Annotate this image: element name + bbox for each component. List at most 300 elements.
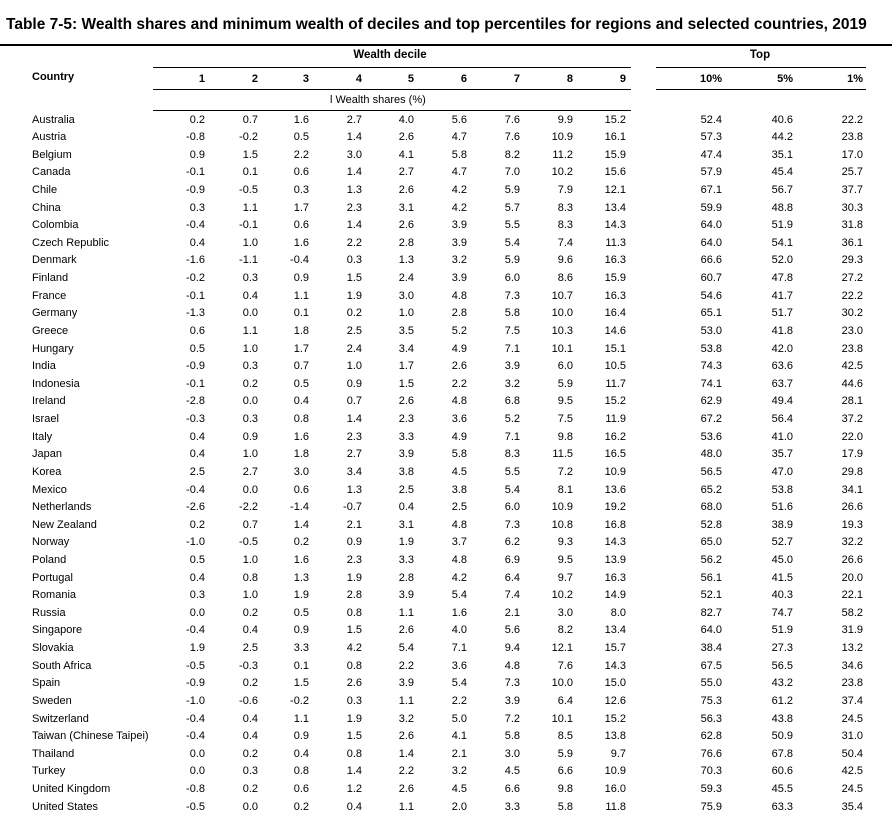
table-row xyxy=(0,271,892,289)
value-cell: 7.2 xyxy=(557,465,573,478)
value-cell: 15.2 xyxy=(604,113,626,126)
value-cell: 9.7 xyxy=(610,747,626,760)
value-cell: 0.2 xyxy=(242,677,258,690)
value-cell: 15.9 xyxy=(604,148,626,161)
value-cell: 1.5 xyxy=(398,377,414,390)
table-row xyxy=(0,113,892,131)
value-cell: 34.6 xyxy=(841,659,863,672)
value-cell: 1.5 xyxy=(293,677,309,690)
value-cell: 7.1 xyxy=(504,342,520,355)
value-cell: 16.3 xyxy=(604,571,626,584)
value-cell: 10.0 xyxy=(551,677,573,690)
value-cell: 9.5 xyxy=(557,554,573,566)
value-cell: 64.0 xyxy=(700,219,722,232)
value-cell: -2.6 xyxy=(186,501,205,514)
value-cell: 4.7 xyxy=(451,131,467,144)
value-cell: 8.6 xyxy=(557,272,573,285)
value-cell: 0.1 xyxy=(293,659,309,672)
value-cell: 51.9 xyxy=(771,624,793,637)
value-cell: 0.7 xyxy=(242,113,258,126)
value-cell: 2.2 xyxy=(451,694,467,707)
value-cell: 2.2 xyxy=(293,148,309,161)
value-cell: -0.4 xyxy=(186,730,205,743)
table-row xyxy=(0,218,892,236)
value-cell: 1.3 xyxy=(293,571,309,584)
value-cell: 2.7 xyxy=(398,166,414,179)
country-name: United Kingdom xyxy=(32,783,111,796)
value-cell: 25.7 xyxy=(841,166,863,179)
country-name: New Zealand xyxy=(32,518,97,531)
country-name: Thailand xyxy=(32,747,75,760)
value-cell: 0.8 xyxy=(346,659,362,672)
table-row xyxy=(0,500,892,518)
value-cell: -0.6 xyxy=(239,694,258,707)
value-cell: 57.3 xyxy=(700,131,722,144)
value-cell: -2.8 xyxy=(186,395,205,408)
value-cell: 3.9 xyxy=(398,448,414,461)
value-cell: 67.2 xyxy=(700,413,722,426)
value-cell: 4.1 xyxy=(398,148,414,161)
value-cell: 0.9 xyxy=(293,730,309,743)
country-name: Spain xyxy=(32,677,61,690)
value-cell: 10.9 xyxy=(551,131,573,144)
value-cell: 55.0 xyxy=(700,677,722,690)
value-cell: -0.9 xyxy=(186,360,205,373)
value-cell: 0.9 xyxy=(293,272,309,285)
value-cell: 10.1 xyxy=(551,342,573,355)
value-cell: 0.3 xyxy=(242,413,258,426)
value-cell: 23.0 xyxy=(841,324,863,337)
value-cell: 0.0 xyxy=(242,307,258,320)
value-cell: 7.3 xyxy=(504,518,520,531)
column-header: 6 xyxy=(460,73,467,85)
value-cell: 1.9 xyxy=(398,536,414,549)
value-cell: 5.8 xyxy=(451,448,467,461)
value-cell: 2.6 xyxy=(398,783,414,796)
value-cell: 6.4 xyxy=(504,571,520,584)
value-cell: 12.6 xyxy=(604,694,626,707)
column-header: 1% xyxy=(847,73,863,85)
value-cell: 50.4 xyxy=(841,747,863,760)
value-cell: 10.8 xyxy=(551,518,573,531)
value-cell: 2.6 xyxy=(398,131,414,144)
value-cell: 22.2 xyxy=(841,289,863,302)
value-cell: 0.0 xyxy=(242,483,258,496)
value-cell: 13.8 xyxy=(604,730,626,743)
value-cell: 30.3 xyxy=(841,201,863,214)
value-cell: 2.5 xyxy=(451,501,467,514)
column-header: 5% xyxy=(777,73,793,85)
value-cell: -0.5 xyxy=(239,183,258,196)
value-cell: 1.0 xyxy=(242,554,258,566)
value-cell: 5.4 xyxy=(451,589,467,602)
value-cell: 47.8 xyxy=(771,272,793,285)
value-cell: 5.6 xyxy=(451,113,467,126)
country-name: Belgium xyxy=(32,148,72,161)
column-header: 10% xyxy=(699,73,722,85)
value-cell: 0.3 xyxy=(189,201,205,214)
value-cell: 7.3 xyxy=(504,289,520,302)
value-cell: 20.0 xyxy=(841,571,863,584)
value-cell: 67.8 xyxy=(771,747,793,760)
table-row xyxy=(0,359,892,377)
value-cell: 5.9 xyxy=(557,377,573,390)
value-cell: -0.9 xyxy=(186,677,205,690)
value-cell: 5.9 xyxy=(504,254,520,267)
value-cell: 13.4 xyxy=(604,624,626,637)
value-cell: 1.0 xyxy=(242,448,258,461)
value-cell: 45.0 xyxy=(771,554,793,566)
value-cell: 14.3 xyxy=(604,659,626,672)
value-cell: 1.0 xyxy=(242,589,258,602)
value-cell: 6.9 xyxy=(504,554,520,566)
value-cell: -0.2 xyxy=(290,694,309,707)
value-cell: 2.3 xyxy=(346,430,362,443)
country-name: Indonesia xyxy=(32,377,80,390)
value-cell: 8.5 xyxy=(557,730,573,743)
country-name: Taiwan (Chinese Taipei) xyxy=(32,730,149,743)
value-cell: 61.2 xyxy=(771,694,793,707)
table-row xyxy=(0,324,892,342)
value-cell: 3.0 xyxy=(293,465,309,478)
value-cell: 1.8 xyxy=(293,324,309,337)
value-cell: 29.8 xyxy=(841,465,863,478)
value-cell: 1.0 xyxy=(398,307,414,320)
value-cell: -1.1 xyxy=(239,254,258,267)
country-name: Italy xyxy=(32,430,53,443)
value-cell: 5.0 xyxy=(451,712,467,725)
value-cell: 2.6 xyxy=(451,360,467,373)
value-cell: 41.8 xyxy=(771,324,793,337)
value-cell: 7.9 xyxy=(557,183,573,196)
value-cell: 1.4 xyxy=(346,765,362,778)
value-cell: 2.3 xyxy=(346,201,362,214)
table-row xyxy=(0,412,892,430)
value-cell: -1.0 xyxy=(186,694,205,707)
table-row xyxy=(0,148,892,166)
title-rule xyxy=(0,44,892,46)
table-row xyxy=(0,289,892,307)
value-cell: 13.9 xyxy=(604,554,626,566)
value-cell: 3.3 xyxy=(398,430,414,443)
wealth-shares-label: l Wealth shares (%) xyxy=(330,94,426,106)
value-cell: 22.1 xyxy=(841,589,863,602)
value-cell: 12.1 xyxy=(551,642,573,655)
country-name: Mexico xyxy=(32,483,67,496)
table-row xyxy=(0,342,892,360)
value-cell: 51.9 xyxy=(771,219,793,232)
value-cell: 7.6 xyxy=(504,131,520,144)
value-cell: 2.0 xyxy=(451,800,467,813)
value-cell: 34.1 xyxy=(841,483,863,496)
value-cell: 6.8 xyxy=(504,395,520,408)
value-cell: 1.1 xyxy=(398,606,414,619)
value-cell: 4.2 xyxy=(451,201,467,214)
value-cell: 16.2 xyxy=(604,430,626,443)
value-cell: -1.4 xyxy=(290,501,309,514)
table-row xyxy=(0,183,892,201)
value-cell: 11.2 xyxy=(552,148,573,161)
value-cell: 2.3 xyxy=(346,554,362,566)
table-row xyxy=(0,764,892,782)
value-cell: 1.5 xyxy=(346,730,362,743)
value-cell: -0.1 xyxy=(186,377,205,390)
value-cell: 0.3 xyxy=(189,589,205,602)
top-rule-lower xyxy=(656,89,866,90)
value-cell: 47.4 xyxy=(700,148,722,161)
value-cell: 7.4 xyxy=(557,236,573,249)
value-cell: 0.4 xyxy=(398,501,414,514)
value-cell: 56.1 xyxy=(700,571,722,584)
value-cell: 5.5 xyxy=(504,219,520,232)
country-name: Slovakia xyxy=(32,642,74,655)
value-cell: 17.9 xyxy=(841,448,863,461)
value-cell: 1.3 xyxy=(398,254,414,267)
table-row xyxy=(0,130,892,148)
value-cell: 0.2 xyxy=(242,747,258,760)
table-row xyxy=(0,782,892,800)
value-cell: 0.9 xyxy=(346,377,362,390)
value-cell: 53.6 xyxy=(700,430,722,443)
value-cell: 26.6 xyxy=(841,554,863,566)
value-cell: 15.7 xyxy=(604,642,626,655)
value-cell: -0.1 xyxy=(186,289,205,302)
value-cell: -0.8 xyxy=(186,131,205,144)
table-row xyxy=(0,659,892,677)
country-name: Canada xyxy=(32,166,71,179)
value-cell: 11.5 xyxy=(552,448,573,461)
value-cell: 0.9 xyxy=(293,624,309,637)
column-header: 5 xyxy=(407,73,414,85)
value-cell: 0.4 xyxy=(242,730,258,743)
value-cell: 2.7 xyxy=(242,465,258,478)
value-cell: 6.0 xyxy=(557,360,573,373)
value-cell: 7.1 xyxy=(451,642,467,655)
value-cell: 29.3 xyxy=(841,254,863,267)
value-cell: 0.7 xyxy=(293,360,309,373)
value-cell: 24.5 xyxy=(841,712,863,725)
value-cell: 2.6 xyxy=(398,395,414,408)
value-cell: 56.5 xyxy=(700,465,722,478)
value-cell: 1.7 xyxy=(293,342,309,355)
value-cell: 0.4 xyxy=(189,236,205,249)
value-cell: 1.5 xyxy=(346,272,362,285)
value-cell: 16.3 xyxy=(604,254,626,267)
table-row xyxy=(0,712,892,730)
country-name: Korea xyxy=(32,465,62,478)
value-cell: 1.9 xyxy=(293,589,309,602)
value-cell: 41.7 xyxy=(771,289,793,302)
value-cell: 2.6 xyxy=(398,730,414,743)
value-cell: 14.6 xyxy=(604,324,626,337)
value-cell: 3.3 xyxy=(293,642,309,655)
value-cell: 3.2 xyxy=(398,712,414,725)
value-cell: 5.8 xyxy=(451,148,467,161)
value-cell: 3.0 xyxy=(346,148,362,161)
value-cell: 6.6 xyxy=(504,783,520,796)
table-row xyxy=(0,623,892,641)
value-cell: 53.8 xyxy=(771,483,793,496)
table-row xyxy=(0,729,892,747)
value-cell: 31.8 xyxy=(841,219,863,232)
value-cell: 3.9 xyxy=(451,236,467,249)
table-row xyxy=(0,483,892,501)
value-cell: 4.5 xyxy=(451,465,467,478)
value-cell: 3.3 xyxy=(504,800,520,813)
country-name: Israel xyxy=(32,413,59,426)
value-cell: 2.5 xyxy=(346,324,362,337)
value-cell: 4.8 xyxy=(451,289,467,302)
value-cell: 0.3 xyxy=(242,272,258,285)
country-name: United States xyxy=(32,800,99,813)
value-cell: 42.5 xyxy=(841,360,863,373)
value-cell: -0.5 xyxy=(186,659,205,672)
country-name: Poland xyxy=(32,554,67,566)
value-cell: 5.4 xyxy=(398,642,414,655)
value-cell: 5.9 xyxy=(504,183,520,196)
value-cell: 1.4 xyxy=(346,131,362,144)
value-cell: 3.1 xyxy=(398,201,414,214)
value-cell: 8.2 xyxy=(504,148,520,161)
value-cell: 48.8 xyxy=(771,201,793,214)
value-cell: 56.7 xyxy=(771,183,793,196)
value-cell: 56.4 xyxy=(771,413,793,426)
value-cell: 12.1 xyxy=(604,183,626,196)
country-name: Hungary xyxy=(32,342,74,355)
value-cell: 23.8 xyxy=(841,677,863,690)
value-cell: 2.5 xyxy=(242,642,258,655)
value-cell: 1.1 xyxy=(293,712,309,725)
value-cell: 51.7 xyxy=(771,307,793,320)
value-cell: 23.8 xyxy=(841,131,863,144)
column-header: 9 xyxy=(619,73,626,85)
value-cell: 23.8 xyxy=(841,342,863,355)
value-cell: 3.9 xyxy=(398,677,414,690)
value-cell: 3.6 xyxy=(451,413,467,426)
value-cell: 13.6 xyxy=(604,483,626,496)
value-cell: 1.6 xyxy=(451,606,467,619)
value-cell: 2.2 xyxy=(398,659,414,672)
value-cell: 0.1 xyxy=(293,307,309,320)
value-cell: 7.5 xyxy=(504,324,520,337)
value-cell: 0.2 xyxy=(242,783,258,796)
value-cell: 2.2 xyxy=(451,377,467,390)
value-cell: 37.7 xyxy=(841,183,863,196)
value-cell: 0.0 xyxy=(242,395,258,408)
value-cell: 16.3 xyxy=(604,289,626,302)
value-cell: 1.6 xyxy=(293,113,309,126)
value-cell: 9.5 xyxy=(557,395,573,408)
value-cell: 56.2 xyxy=(700,554,722,566)
value-cell: 65.0 xyxy=(700,536,722,549)
value-cell: 15.2 xyxy=(604,712,626,725)
table-row xyxy=(0,747,892,765)
country-header: Country xyxy=(32,71,75,83)
value-cell: -0.2 xyxy=(186,272,205,285)
value-cell: -0.1 xyxy=(239,219,258,232)
top-heading: Top xyxy=(749,49,771,61)
value-cell: 1.9 xyxy=(346,289,362,302)
value-cell: 9.3 xyxy=(557,536,573,549)
column-header: 7 xyxy=(513,73,520,85)
value-cell: -0.4 xyxy=(290,254,309,267)
value-cell: -0.4 xyxy=(186,624,205,637)
value-cell: -0.5 xyxy=(239,536,258,549)
value-cell: 7.6 xyxy=(504,113,520,126)
value-cell: 9.8 xyxy=(557,430,573,443)
value-cell: 57.9 xyxy=(700,166,722,179)
value-cell: 1.1 xyxy=(242,324,258,337)
value-cell: 38.4 xyxy=(700,642,722,655)
table-row xyxy=(0,236,892,254)
value-cell: 48.0 xyxy=(700,448,722,461)
value-cell: 1.6 xyxy=(293,236,309,249)
value-cell: 28.1 xyxy=(841,395,863,408)
value-cell: 5.8 xyxy=(504,307,520,320)
value-cell: 1.6 xyxy=(293,554,309,566)
value-cell: 63.3 xyxy=(771,800,793,813)
value-cell: 0.9 xyxy=(346,536,362,549)
value-cell: 1.4 xyxy=(293,518,309,531)
column-header: 8 xyxy=(566,73,573,85)
value-cell: 10.7 xyxy=(551,289,573,302)
value-cell: 6.0 xyxy=(504,501,520,514)
value-cell: 58.2 xyxy=(841,606,863,619)
value-cell: 27.3 xyxy=(771,642,793,655)
value-cell: 10.9 xyxy=(551,501,573,514)
value-cell: 0.2 xyxy=(346,307,362,320)
value-cell: 0.7 xyxy=(242,518,258,531)
value-cell: 74.1 xyxy=(700,377,722,390)
table-row xyxy=(0,535,892,553)
value-cell: 2.6 xyxy=(346,677,362,690)
value-cell: 5.4 xyxy=(451,677,467,690)
value-cell: 10.9 xyxy=(604,765,626,778)
value-cell: 26.6 xyxy=(841,501,863,514)
value-cell: 1.5 xyxy=(242,148,258,161)
value-cell: 2.7 xyxy=(346,448,362,461)
country-name: South Africa xyxy=(32,659,92,672)
value-cell: 0.4 xyxy=(346,800,362,813)
decile-rule xyxy=(153,67,631,68)
value-cell: 2.7 xyxy=(346,113,362,126)
value-cell: 59.3 xyxy=(700,783,722,796)
value-cell: 8.0 xyxy=(610,606,626,619)
country-name: Greece xyxy=(32,324,69,337)
value-cell: 63.7 xyxy=(771,377,793,390)
value-cell: 5.2 xyxy=(504,413,520,426)
value-cell: 0.4 xyxy=(293,395,309,408)
value-cell: 2.8 xyxy=(451,307,467,320)
value-cell: 5.4 xyxy=(504,236,520,249)
value-cell: 0.0 xyxy=(189,606,205,619)
value-cell: 4.7 xyxy=(451,166,467,179)
value-cell: 44.6 xyxy=(841,377,863,390)
value-cell: 5.9 xyxy=(557,747,573,760)
value-cell: 31.0 xyxy=(841,730,863,743)
value-cell: 3.0 xyxy=(504,747,520,760)
value-cell: 2.6 xyxy=(398,219,414,232)
value-cell: 3.9 xyxy=(398,589,414,602)
value-cell: 15.1 xyxy=(604,342,626,355)
value-cell: 9.4 xyxy=(504,642,520,655)
value-cell: 2.6 xyxy=(398,624,414,637)
value-cell: -0.1 xyxy=(186,166,205,179)
value-cell: 4.0 xyxy=(398,113,414,126)
value-cell: 15.2 xyxy=(604,395,626,408)
value-cell: 0.2 xyxy=(189,113,205,126)
country-name: Portugal xyxy=(32,571,73,584)
